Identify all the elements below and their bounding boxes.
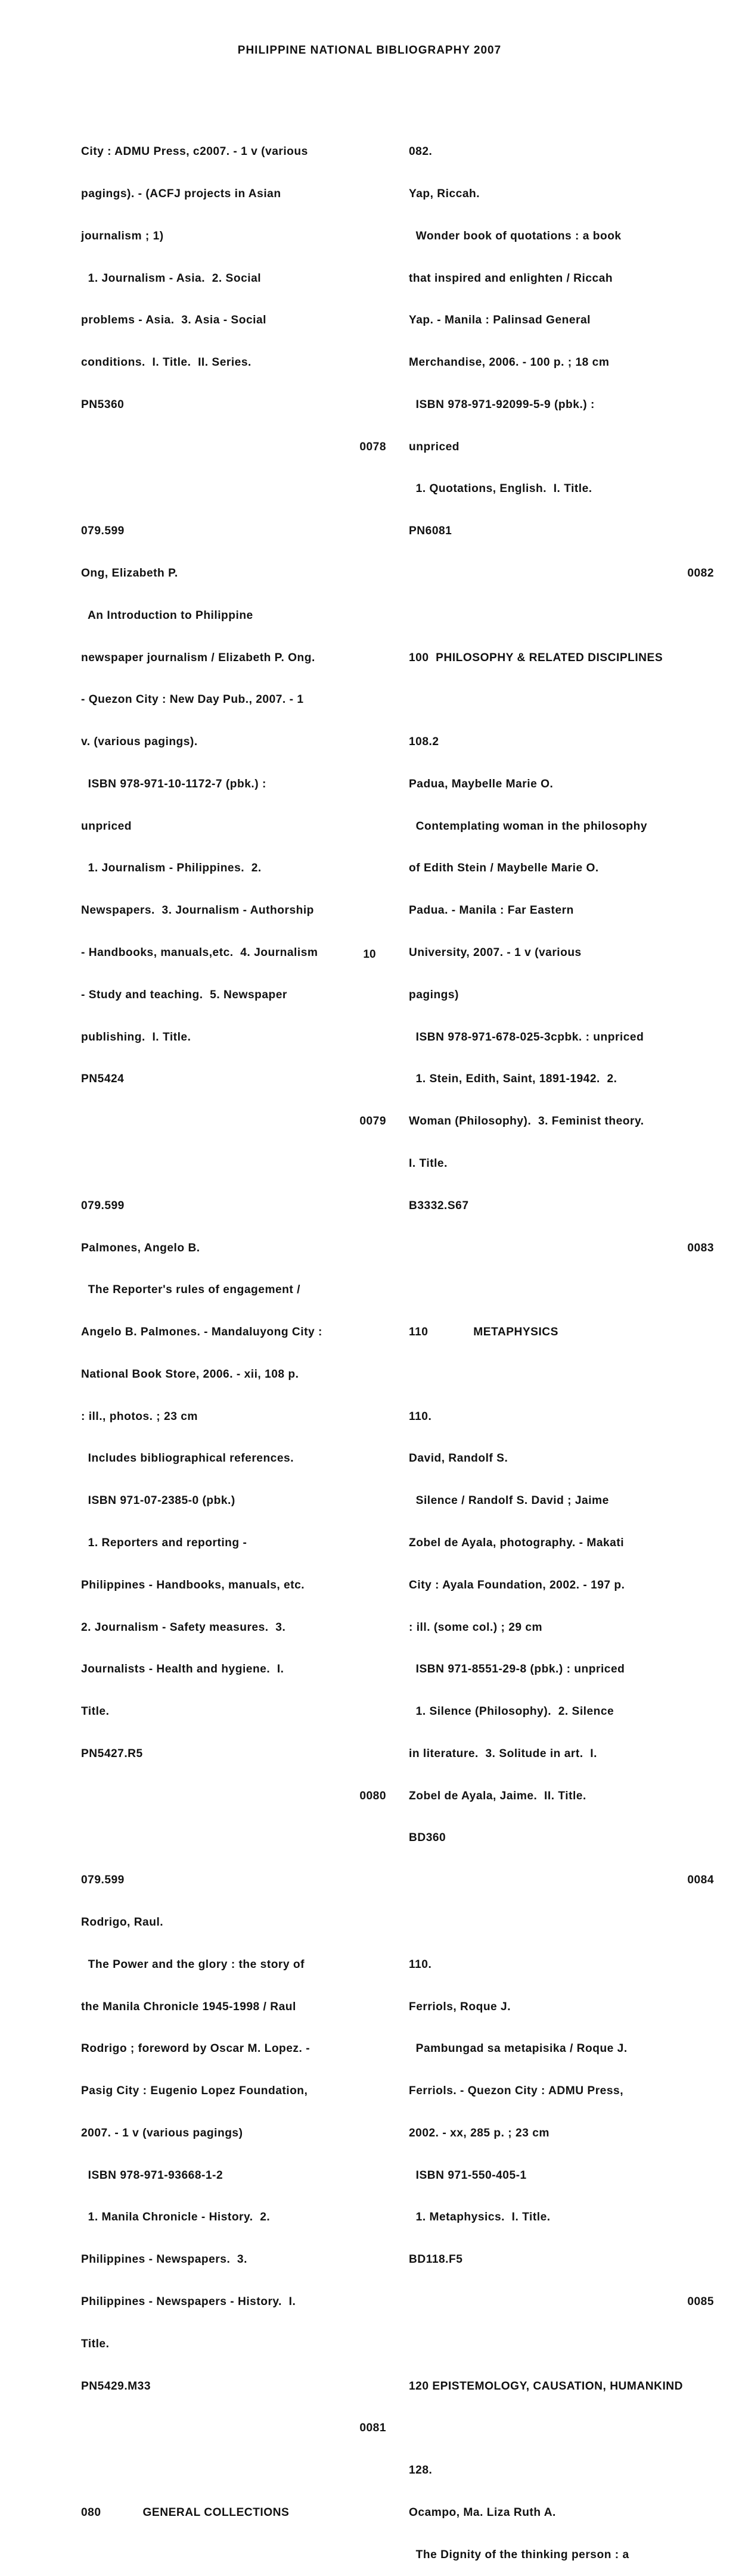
call-number: PN5427.R5 bbox=[81, 1747, 143, 1760]
text-line: 2002. - xx, 285 p. ; 23 cm bbox=[409, 2126, 549, 2139]
text-line: Title. bbox=[81, 2337, 110, 2350]
text-line: - Study and teaching. 5. Newspaper bbox=[81, 988, 287, 1001]
section-heading: 100 PHILOSOPHY & RELATED DISCIPLINES bbox=[409, 651, 663, 664]
text-line: Ferriols. - Quezon City : ADMU Press, bbox=[409, 2085, 624, 2098]
class-number: 082. bbox=[409, 145, 433, 158]
entry-number: 0079 bbox=[359, 1115, 386, 1128]
text-line: - Handbooks, manuals,etc. 4. Journalism bbox=[81, 946, 318, 960]
text-line: 1. Journalism - Philippines. 2. bbox=[81, 862, 262, 875]
page-title: PHILIPPINE NATIONAL BIBLIOGRAPHY 2007 bbox=[237, 44, 502, 57]
text-line: Padua. - Manila : Far Eastern bbox=[409, 904, 574, 917]
text-line: City : ADMU Press, c2007. - 1 v (various bbox=[81, 145, 308, 158]
text-line: - Quezon City : New Day Pub., 2007. - 1 bbox=[81, 693, 304, 706]
text-line: ISBN 978-971-678-025-3cpbk. : unpriced bbox=[409, 1030, 644, 1044]
text-line: ISBN 978-971-92099-5-9 (pbk.) : bbox=[409, 398, 595, 411]
text-line: 1. Silence (Philosophy). 2. Silence bbox=[409, 1705, 614, 1718]
text-line: of Edith Stein / Maybelle Marie O. bbox=[409, 862, 599, 875]
text-line: 1. Reporters and reporting - bbox=[81, 1536, 247, 1549]
blank-line bbox=[409, 1915, 714, 1930]
text-line: unpriced bbox=[409, 440, 460, 453]
page-number: 10 bbox=[363, 948, 376, 961]
text-line: 1. Quotations, English. I. Title. bbox=[409, 482, 592, 496]
entry-number: 0081 bbox=[359, 2422, 386, 2435]
class-number: 110. bbox=[409, 1958, 432, 1971]
right-column bbox=[409, 117, 714, 2576]
call-number: PN5424 bbox=[81, 1073, 125, 1086]
class-number: 110. bbox=[409, 1410, 432, 1423]
text-line: Wonder book of quotations : a book bbox=[409, 229, 622, 242]
text-line: The Dignity of the thinking person : a bbox=[409, 2548, 629, 2561]
text-line: Rodrigo ; foreword by Oscar M. Lopez. - bbox=[81, 2042, 310, 2055]
class-number: 079.599 bbox=[81, 525, 125, 538]
entry-number: 0080 bbox=[359, 1789, 386, 1802]
text-line: David, Randolf S. bbox=[409, 1452, 508, 1465]
text-line: 1. Manila Chronicle - History. 2. bbox=[81, 2211, 271, 2224]
text-line: ISBN 971-07-2385-0 (pbk.) bbox=[81, 1494, 235, 1507]
text-line: 2007. - 1 v (various pagings) bbox=[81, 2126, 243, 2139]
blank-line bbox=[409, 1283, 714, 1297]
text-line: Palmones, Angelo B. bbox=[81, 1241, 200, 1254]
text-line: Philippines - Handbooks, manuals, etc. bbox=[81, 1578, 305, 1591]
text-line: v. (various pagings). bbox=[81, 736, 198, 749]
text-line: : ill. (some col.) ; 29 cm bbox=[409, 1621, 543, 1634]
blank-line bbox=[81, 482, 386, 496]
text-line: Zobel de Ayala, photography. - Makati bbox=[409, 1536, 625, 1549]
text-line: Ong, Elizabeth P. bbox=[81, 567, 178, 580]
text-line: National Book Store, 2006. - xii, 108 p. bbox=[81, 1368, 299, 1381]
text-line: Contemplating woman in the philosophy bbox=[409, 820, 648, 833]
text-line: Title. bbox=[81, 1705, 110, 1718]
text-line: City : Ayala Foundation, 2002. - 197 p. bbox=[409, 1578, 625, 1591]
text-line: Merchandise, 2006. - 100 p. ; 18 cm bbox=[409, 356, 610, 369]
text-line: 1. Journalism - Asia. 2. Social bbox=[81, 272, 262, 285]
text-line: problems - Asia. 3. Asia - Social bbox=[81, 314, 266, 327]
entry-number: 0078 bbox=[359, 440, 386, 453]
text-line: Zobel de Ayala, Jaime. II. Title. bbox=[409, 1789, 586, 1802]
text-line: the Manila Chronicle 1945-1998 / Raul bbox=[81, 2000, 296, 2013]
text-line: 1. Stein, Edith, Saint, 1891-1942. 2. bbox=[409, 1073, 617, 1086]
text-line: An Introduction to Philippine bbox=[81, 609, 253, 622]
section-heading: 080 GENERAL COLLECTIONS bbox=[81, 2506, 290, 2519]
text-line: that inspired and enlighten / Riccah bbox=[409, 272, 613, 285]
call-number: BD360 bbox=[409, 1831, 446, 1845]
section-heading: 110 METAPHYSICS bbox=[409, 1326, 558, 1339]
text-line: Angelo B. Palmones. - Mandaluyong City : bbox=[81, 1326, 322, 1339]
text-line: in literature. 3. Solitude in art. I. bbox=[409, 1747, 597, 1760]
call-number: BD118.F5 bbox=[409, 2253, 463, 2266]
blank-line bbox=[81, 1157, 386, 1171]
class-number: 079.599 bbox=[81, 1874, 125, 1887]
text-line: newspaper journalism / Elizabeth P. Ong. bbox=[81, 651, 315, 664]
text-line: Philippines - Newspapers - History. I. bbox=[81, 2295, 296, 2309]
text-line: pagings). - (ACFJ projects in Asian bbox=[81, 187, 281, 200]
text-line: publishing. I. Title. bbox=[81, 1030, 191, 1044]
blank-line bbox=[409, 2337, 714, 2351]
text-line: Rodrigo, Raul. bbox=[81, 1916, 164, 1929]
text-line: The Power and the glory : the story of bbox=[81, 1958, 305, 1971]
text-line: Philippines - Newspapers. 3. bbox=[81, 2253, 247, 2266]
call-number: PN6081 bbox=[409, 525, 452, 538]
text-line: ISBN 971-8551-29-8 (pbk.) : unpriced bbox=[409, 1663, 625, 1676]
class-number: 108.2 bbox=[409, 736, 439, 749]
text-line: Pambungad sa metapisika / Roque J. bbox=[409, 2042, 628, 2055]
text-line: journalism ; 1) bbox=[81, 229, 164, 242]
text-line: pagings) bbox=[409, 988, 459, 1001]
text-line: University, 2007. - 1 v (various bbox=[409, 946, 582, 960]
class-number: 079.599 bbox=[81, 1199, 125, 1212]
entry-number: 0084 bbox=[687, 1874, 714, 1887]
blank-line bbox=[81, 1831, 386, 1845]
section-heading: 120 EPISTEMOLOGY, CAUSATION, HUMANKIND bbox=[409, 2379, 684, 2393]
text-line: Ocampo, Ma. Liza Ruth A. bbox=[409, 2506, 556, 2519]
text-line: ISBN 978-971-93668-1-2 bbox=[81, 2169, 223, 2182]
text-line: : ill., photos. ; 23 cm bbox=[81, 1410, 198, 1423]
text-line: Journalists - Health and hygiene. I. bbox=[81, 1663, 284, 1676]
text-line: ISBN 971-550-405-1 bbox=[409, 2169, 527, 2182]
entry-number: 0083 bbox=[687, 1241, 714, 1254]
entry-number: 0085 bbox=[687, 2295, 714, 2309]
text-line: Silence / Randolf S. David ; Jaime bbox=[409, 1494, 609, 1507]
text-line: Ferriols, Roque J. bbox=[409, 2000, 511, 2013]
text-line: I. Title. bbox=[409, 1157, 448, 1170]
call-number: B3332.S67 bbox=[409, 1199, 469, 1212]
left-column bbox=[81, 117, 386, 2534]
text-line: 1. Metaphysics. I. Title. bbox=[409, 2211, 551, 2224]
text-line: Woman (Philosophy). 3. Feminist theory. bbox=[409, 1115, 644, 1128]
blank-line bbox=[409, 1368, 714, 1382]
call-number: PN5360 bbox=[81, 398, 125, 411]
text-line: ISBN 978-971-10-1172-7 (pbk.) : bbox=[81, 777, 266, 790]
blank-line bbox=[409, 693, 714, 707]
text-line: Pasig City : Eugenio Lopez Foundation, bbox=[81, 2085, 308, 2098]
blank-line bbox=[81, 2463, 386, 2478]
class-number: 128. bbox=[409, 2464, 433, 2477]
text-line: Includes bibliographical references. bbox=[81, 1452, 294, 1465]
blank-line bbox=[409, 609, 714, 623]
entry-number: 0082 bbox=[687, 567, 714, 580]
text-line: 2. Journalism - Safety measures. 3. bbox=[81, 1621, 286, 1634]
text-line: Padua, Maybelle Marie O. bbox=[409, 777, 554, 790]
blank-line bbox=[409, 2421, 714, 2435]
call-number: PN5429.M33 bbox=[81, 2379, 151, 2393]
text-line: The Reporter's rules of engagement / bbox=[81, 1284, 300, 1297]
text-line: conditions. I. Title. II. Series. bbox=[81, 356, 251, 369]
text-line: Newspapers. 3. Journalism - Authorship bbox=[81, 904, 314, 917]
text-line: unpriced bbox=[81, 820, 132, 833]
text-line: Yap, Riccah. bbox=[409, 187, 480, 200]
text-line: Yap. - Manila : Palinsad General bbox=[409, 314, 591, 327]
